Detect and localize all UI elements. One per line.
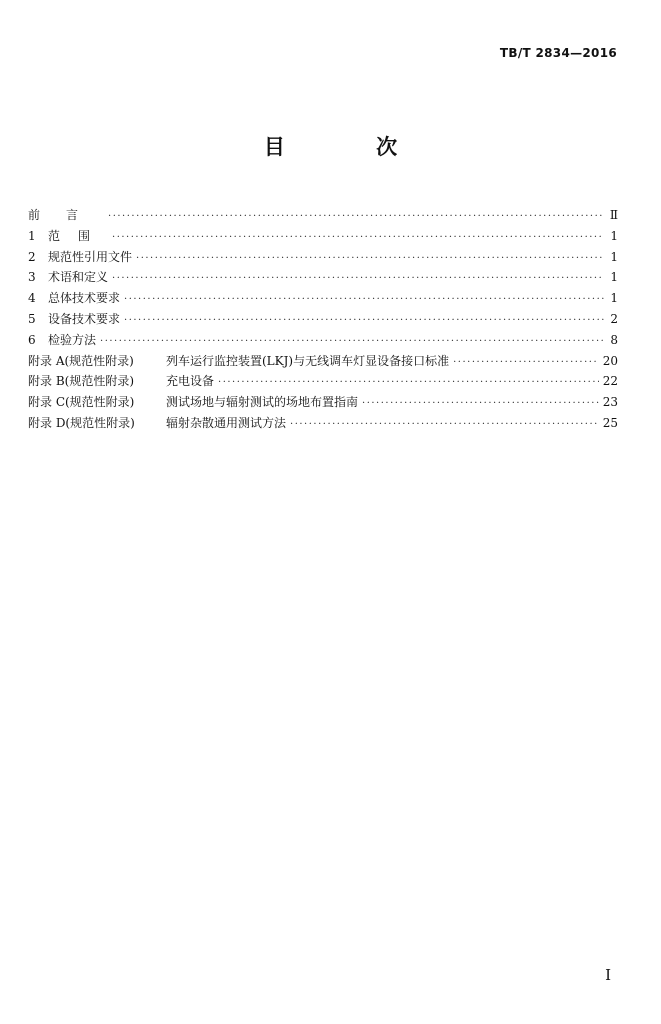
toc-entry-page: Ⅱ bbox=[609, 208, 618, 222]
standard-number: TB/T 2834—2016 bbox=[499, 46, 617, 60]
toc-leader-dots bbox=[290, 419, 599, 430]
toc-entry-number: 附录 B(规范性附录) bbox=[28, 374, 134, 389]
toc-entry-page: 1 bbox=[610, 249, 618, 264]
toc-entry[interactable] bbox=[28, 227, 618, 248]
toc-entry-label: 充电设备 bbox=[166, 374, 215, 389]
toc-entry[interactable] bbox=[28, 268, 618, 289]
page-number: I bbox=[605, 966, 611, 984]
toc-entry-label: 规范性引用文件 bbox=[48, 249, 133, 264]
toc-entry-label: 范围 bbox=[48, 228, 109, 243]
toc-entry[interactable] bbox=[28, 310, 618, 331]
toc-entry-number: 1 bbox=[28, 228, 36, 243]
toc-entry-number: 2 bbox=[28, 249, 36, 264]
toc-entry[interactable] bbox=[28, 331, 618, 352]
toc-entry-label: 术语和定义 bbox=[48, 270, 109, 285]
toc-leader-dots bbox=[218, 377, 599, 388]
toc-entry-number: 附录 D(规范性附录) bbox=[28, 415, 135, 430]
toc-entry-page: 25 bbox=[602, 415, 618, 430]
toc-entry-number: 附录 A(规范性附录) bbox=[28, 353, 134, 368]
toc-entry-page: 1 bbox=[610, 270, 618, 285]
toc-entry-page: 1 bbox=[610, 228, 618, 243]
toc-entry-label: 检验方法 bbox=[48, 332, 97, 347]
toc-leader-dots bbox=[124, 315, 604, 326]
toc-entry-number: 6 bbox=[28, 332, 36, 347]
toc-entry-page: 8 bbox=[610, 332, 618, 347]
toc-entry-label: 总体技术要求 bbox=[48, 291, 121, 306]
toc-entry-label: 辐射杂散通用测试方法 bbox=[166, 415, 287, 430]
toc-entry[interactable] bbox=[28, 352, 618, 373]
toc-entry-number: 附录 C(规范性附录) bbox=[28, 395, 135, 410]
toc-leader-dots bbox=[362, 398, 599, 409]
toc-entry[interactable] bbox=[28, 206, 618, 227]
toc-leader-dots bbox=[136, 253, 604, 264]
toc-leader-dots bbox=[124, 294, 604, 305]
toc-entry[interactable] bbox=[28, 248, 618, 269]
toc-entry[interactable] bbox=[28, 289, 618, 310]
toc-entry-page: 2 bbox=[610, 311, 618, 326]
toc-leader-dots bbox=[108, 211, 604, 222]
toc-entry-label: 前言 bbox=[28, 208, 105, 222]
toc-entry-label: 设备技术要求 bbox=[48, 311, 121, 326]
toc-entry-number: 5 bbox=[28, 311, 36, 326]
toc-entry-label: 列车运行监控装置(LKJ)与无线调车灯显设备接口标准 bbox=[166, 353, 450, 368]
toc-entry-number: 3 bbox=[28, 270, 36, 285]
toc-entry-page: 1 bbox=[610, 291, 618, 306]
toc-entry-page: 22 bbox=[602, 374, 618, 389]
toc-leader-dots bbox=[112, 232, 604, 243]
toc-leader-dots bbox=[112, 273, 604, 284]
toc-entry[interactable] bbox=[28, 372, 618, 393]
page-title: 目 次 bbox=[263, 135, 440, 159]
table-of-contents bbox=[28, 206, 618, 435]
toc-entry-number: 4 bbox=[28, 291, 36, 306]
toc-entry[interactable] bbox=[28, 414, 618, 435]
toc-leader-dots bbox=[100, 336, 604, 347]
toc-entry-page: 20 bbox=[602, 353, 618, 368]
toc-leader-dots bbox=[453, 357, 599, 368]
toc-entry-label: 测试场地与辐射测试的场地布置指南 bbox=[166, 395, 359, 410]
toc-entry-page: 23 bbox=[602, 395, 618, 410]
toc-entry[interactable] bbox=[28, 393, 618, 414]
